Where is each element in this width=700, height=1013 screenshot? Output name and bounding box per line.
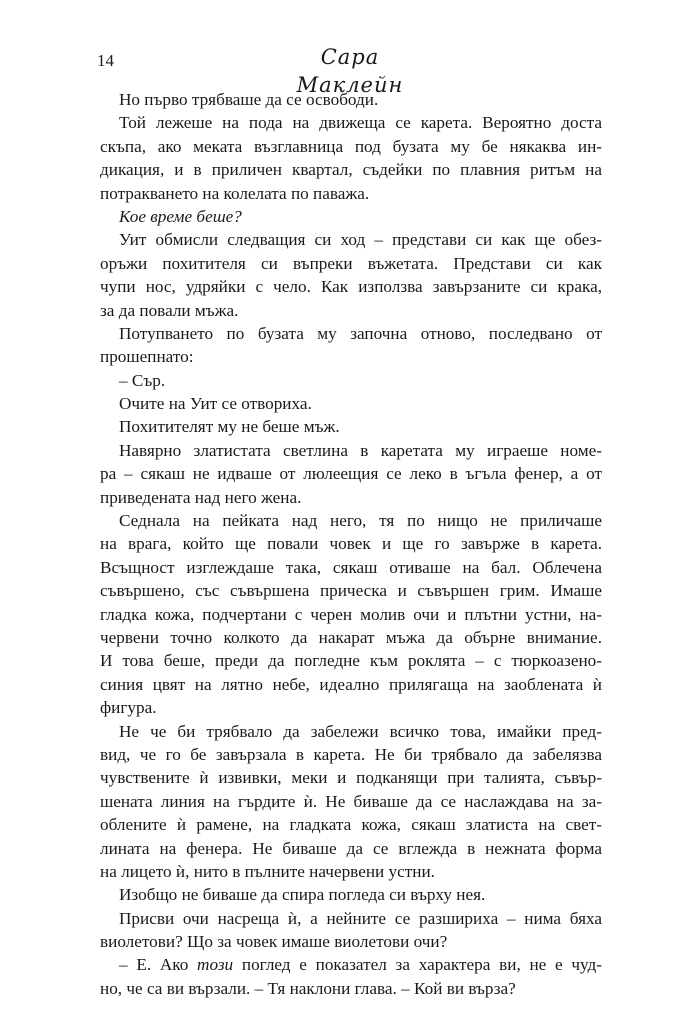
text-line: Очите на Уит се отвориха.: [119, 394, 312, 414]
text-run: поглед е показател за характера ви, не е чуд-: [233, 955, 602, 975]
text-run: – Е. Ако: [119, 955, 198, 975]
page-number: 14: [97, 51, 114, 70]
text-line: скъпа, ако меката възглавница под бузата му бе някаква ин-: [100, 136, 602, 156]
text-line: синия цвят на лятно небе, идеално прилягаща на заоблената ѝ: [100, 674, 602, 694]
text-line: Той лежеше на пода на движеща се карета. Вероятно доста: [119, 113, 602, 133]
text-line: Не че би трябвало да забележи всичко това, имайки пред-: [119, 721, 602, 741]
text-line: на лицето ѝ, нито в пълните начервени устни.: [100, 861, 435, 881]
text-line: виолетови? Що за човек имаше виолетови очи?: [100, 932, 448, 952]
text-line: Всъщност изглеждаше така, сякаш отиваше на бал. Облечена: [100, 557, 602, 577]
text-line: потракването на колелата по паважа.: [100, 183, 370, 203]
text-line: приведената над него жена.: [100, 487, 302, 507]
text-line: И това беше, преди да погледне към роклята – с тюркоазено-: [100, 651, 602, 671]
text-line: оръжи похитителя си въпреки въжетата. Представи си как: [100, 253, 602, 273]
text-line: Изобщо не биваше да спира погледа си върху нея.: [119, 885, 486, 905]
text-line: Кое време беше?: [119, 206, 242, 226]
text-line: фигура.: [100, 698, 157, 718]
text-line: чупи нос, удряйки с чело. Как използва завързаните си крака,: [100, 277, 602, 297]
running-head-author: Сара Маклейн: [296, 45, 404, 97]
text-line: – Сър.: [119, 370, 166, 390]
text-line: за да повали мъжа.: [100, 300, 239, 320]
text-line: но, че са ви вързали. – Тя наклони глава. – Кой ви върза?: [100, 978, 516, 998]
text-line: лината на фенера. Не биваше да се вглежда в нежната форма: [100, 838, 602, 858]
text-line: прошепнато:: [100, 347, 194, 367]
text-line: облените ѝ рамене, на гладката кожа, сякаш златиста на свет-: [100, 815, 602, 835]
text-line: Но първо трябваше да се освободи.: [119, 90, 379, 109]
text-line: шената линия на гърдите ѝ. Не биваше да се наслаждава на за-: [100, 791, 602, 811]
text-line: ра – сякаш не идваше от люлеещия се леко в ъгъла фенер, а от: [100, 464, 602, 484]
text-line: Навярно златистата светлина в каретата му играеше номе-: [119, 440, 602, 460]
text-line: червени точно колкото да накарат мъжа да обърне внимание.: [100, 627, 602, 647]
text-line: гладка кожа, подчертани с черен молив очи и плътни устни, на-: [100, 604, 602, 624]
text-line: дикация, и в приличен квартал, съдейки по плавния ритъм на: [100, 160, 602, 180]
text-line: Похитителят му не беше мъж.: [119, 417, 340, 437]
text-line: Уит обмисли следващия си ход – представи си как ще обез-: [119, 230, 602, 250]
text-line: Присви очи насреща ѝ, а нейните се разшириха – нима бяха: [119, 908, 602, 928]
text-line: Седнала на пейката над него, тя по нищо не приличаше: [119, 511, 602, 531]
emphasized-word: този: [197, 955, 234, 975]
body-text: [100, 88, 602, 1000]
text-line: вид, че го бе завързала в карета. Не би трябвало да забелязва: [100, 744, 602, 764]
text-line: съвършено, със съвършена прическа и съвършен грим. Имаше: [100, 581, 602, 601]
text-line: на врага, който ще повали човек и ще го завърже в карета.: [100, 534, 602, 554]
text-line: чувствените ѝ извивки, меки и подканящи при талията, съвър-: [100, 768, 602, 788]
text-line: [100, 953, 602, 976]
text-line: Потупването по бузата му започна отново, последвано от: [119, 323, 602, 343]
